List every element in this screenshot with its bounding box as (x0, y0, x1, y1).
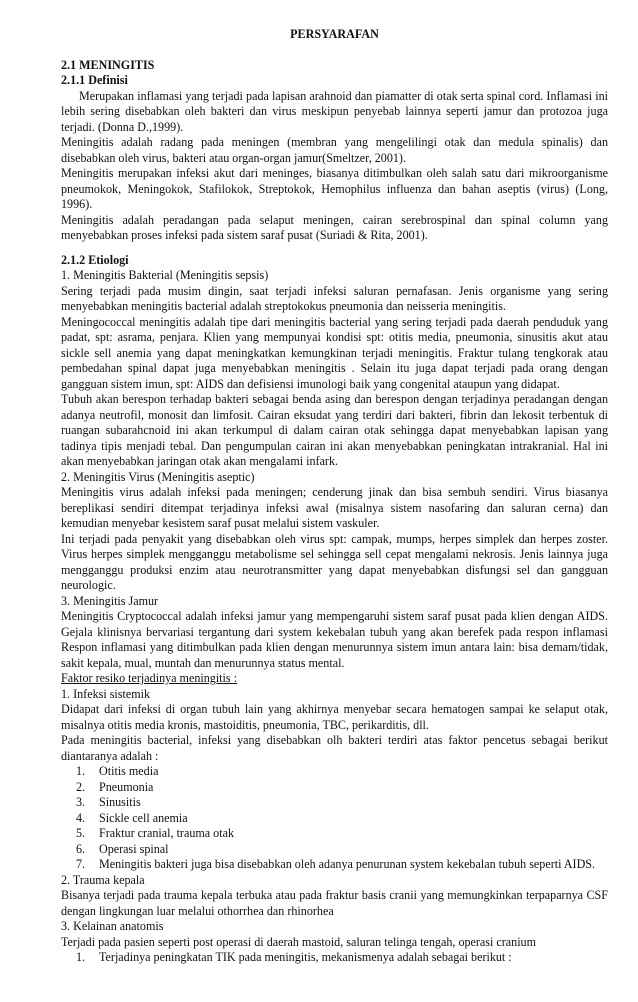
list-item-text: Terjadinya peningkatan TIK pada meningitis, mekanismenya adalah sebagai berikut : (99, 950, 512, 964)
etiologi-paragraph: Sering terjadi pada musim dingin, saat terjadi infeksi saluran pernafasan. Jenis organisme yang sering menyebabkan meningitis bacterial adalah streptokokus pneumonia dan neisseria meningitis. (61, 283, 608, 313)
list-item-text: Meningitis bakteri juga bisa disebabkan oleh adanya penurunan system kekebalan tubuh seperti AIDS. (99, 857, 596, 871)
list-item-text: Sickle cell anemia (99, 810, 188, 825)
list-item (61, 857, 608, 873)
etiologi-paragraph: Meningitis virus adalah infeksi pada meningen; cenderung jinak dan bisa sembuh sendiri. Virus biasanya bereplikasi sendiri ditempat terjadinya infeksi awal (misalnya sistem nasofaring dan saluran cerna) dan kemudian menyebar kesistem saraf pusat melalui sistem vaskuler. (61, 485, 608, 530)
definisi-paragraph: Meningitis adalah peradangan pada selaput meningen, cairan serebrospinal dan spinal column yang menyebabkan proses infeksi pada sistem saraf pusat (Suriadi & Rita, 2001). (61, 212, 608, 242)
list-item (61, 826, 608, 842)
subsection-heading-etiologi: 2.1.2 Etiologi (61, 252, 129, 267)
list-number: 4. (76, 810, 86, 825)
list-item (61, 780, 608, 796)
etiologi-paragraph: Tubuh akan berespon terhadap bakteri sebagai benda asing dan berespon dengan terjadinya peradangan dengan adanya neutrofil, monosit dan limfosit. Cairan eksudat yang terdiri dari bakteri, fibrin dan lekosit terbentuk di ruangan subarahcnoid ini akan terkumpul di dalam cairan otak sehingga dapat menyebabkan lapisan yang tadinya tipis menjadi tebal. Dan pengumpulan cairan ini akan menyebabkan peningkatan intrakranial. Hal ini akan menyebabkan jaringan otak akan mengalami infark. (61, 392, 608, 468)
faktor-paragraph: Terjadi pada pasien seperti post operasi di daerah mastoid, saluran telinga tengah, operasi cranium (61, 934, 537, 949)
list-item-text: Otitis media (99, 764, 159, 778)
list-number: 7. (76, 857, 86, 871)
section-heading-meningitis: 2.1 MENINGITIS (61, 57, 155, 72)
page-title: PERSYARAFAN (290, 27, 379, 41)
faktor-item-title: 1. Infeksi sistemik (61, 686, 151, 701)
list-item-text: Pneumonia (99, 779, 154, 794)
list-item (61, 811, 608, 827)
faktor-item-title: 3. Kelainan anatomis (61, 919, 164, 933)
faktor-item-title: 2. Trauma kepala (61, 872, 145, 887)
list-item (61, 842, 608, 858)
list-item (61, 764, 608, 780)
etiologi-item-title: 3. Meningitis Jamur (61, 593, 159, 608)
faktor-paragraph: Pada meningitis bacterial, infeksi yang disebabkan olh bakteri terdiri atas faktor pencetus sebagai berikut diantaranya adalah : (61, 733, 608, 763)
faktor-pencetus-list (61, 764, 608, 873)
etiologi-item-title: 2. Meningitis Virus (Meningitis aseptic) (61, 469, 255, 484)
faktor-paragraph: Bisanya terjadi pada trauma kepala terbuka atau pada fraktur basis cranii yang memungkinkan terpaparnya CSF dengan lingkungan luar melalui othorrhea dan rhinorhea (61, 888, 608, 918)
list-number: 5. (76, 826, 86, 840)
list-item-text: Operasi spinal (99, 841, 169, 856)
definisi-paragraph: Meningitis merupakan infeksi akut dari meninges, biasanya ditimbulkan oleh salah satu dari mikroorganisme pneumokok, Meningokok, Stafilokok, Streptokok, Hemophilus influenza dan bahan aseptis (virus) (Long, 1996). (61, 166, 608, 211)
subsection-heading-definisi: 2.1.1 Definisi (61, 73, 128, 87)
definisi-paragraph: Merupakan inflamasi yang terjadi pada lapisan arahnoid dan piamatter di otak serta spinal cord. Inflamasi ini lebih sering disebabkan oleh bakteri dan virus meskipun penyebab lainnya seperti jamur dan protozoa juga terjadi. (Donna D.,1999). (61, 88, 608, 134)
list-item-text: Fraktur cranial, trauma otak (99, 826, 234, 840)
etiologi-paragraph: Meningococcal meningitis adalah tipe dari meningitis bacterial yang sering terjadi pada daerah penduduk yang padat, spt: asrama, penjara. Klien yang mempunyai kondisi spt: otitis media, pneumonia, sinusitis akut atau sickle sell anemia yang dapat meningkatkan kemungkinan terjadi meningitis. Fraktur tulang tengkorak atau pembedahan spinal dapat juga menyebabkan meningitis . Selain itu juga dapat terjadi pada orang dengan gangguan sistem imun, spt: AIDS dan defisiensi imunologi baik yang congenital ataupun yang didapat. (61, 314, 608, 391)
list-item-text: Sinusitis (99, 795, 141, 809)
list-number: 6. (76, 841, 86, 856)
list-number: 2. (76, 779, 86, 794)
etiologi-paragraph: Meningitis Cryptococcal adalah infeksi jamur yang mempengaruhi sistem saraf pusat pada klien dengan AIDS. Gejala klinisnya bervariasi tergantung dari system kekebalan tubuh yang akan berefek pada respon inflamasi Respon inflamasi yang ditimbulkan pada klien dengan menurunnya sistem imun antara lain: bisa demam/tidak, sakit kepala, mual, muntah dan menurunnya status mental. (61, 609, 608, 670)
list-item (61, 795, 608, 811)
list-number: 1. (76, 950, 86, 964)
tik-mechanism-list (61, 950, 608, 966)
etiologi-item-title: 1. Meningitis Bakterial (Meningitis sepsis) (61, 268, 269, 282)
faktor-paragraph: Didapat dari infeksi di organ tubuh lain yang akhirnya menyebar secara hematogen sampai ke selaput otak, misalnya otitis media kronis, mastoiditis, pneumonia, TBC, perikarditis, dll. (61, 702, 608, 732)
list-number: 1. (76, 764, 86, 778)
faktor-resiko-heading: Faktor resiko terjadinya meningitis : (61, 671, 237, 685)
etiologi-paragraph: Ini terjadi pada penyakit yang disebabkan oleh virus spt: campak, mumps, herpes simplek dan herpes zoster. Virus herpes simplek mengganggu metabolisme sel sehingga sell cepat mengalami nekrosis. Jenis lainnya juga mengganggu produksi enzim atau neurotransmitter yang dapat menyebabkan disfungsi sel dan gangguan neurologic. (61, 531, 608, 592)
list-number: 3. (76, 795, 86, 809)
list-item (61, 950, 608, 966)
definisi-paragraph: Meningitis adalah radang pada meningen (membran yang mengelilingi otak dan medula spinalis) dan disebabkan oleh virus, bakteri atau organ-organ jamur(Smeltzer, 2001). (61, 135, 608, 165)
